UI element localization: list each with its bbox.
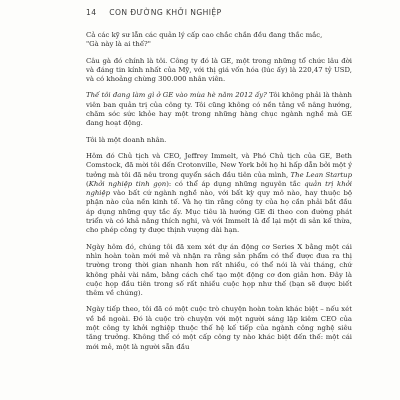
- paragraph-5-middle: ): có thể áp dụng những nguyên tắc: [166, 179, 305, 188]
- paragraph-4: Tôi là một doanh nhân.: [86, 135, 167, 144]
- running-title: CON ĐƯỜNG KHỞI NGHIỆP: [109, 8, 222, 17]
- paragraph-5: [86, 152, 352, 236]
- page-header: [86, 8, 222, 17]
- paragraph-2: Câu gà đó chính là tôi. Công ty đó là GE, một trong những tổ chức lâu đời và đáng tin kính nhất của Mỹ, với thị giá vốn hóa (lúc ấy) là 220,47 tỷ USD, và có khoảng chừng 300.000 nhân viên.: [86, 56, 352, 84]
- paragraph-5-paren: (: [86, 179, 89, 188]
- paragraph-5-end: vào bất cứ ngành nghề nào, với bất kỳ quy mô nào, hay thuộc bộ phận nào của nền kinh tế. Và họ tin rằng công ty của họ cần phải bắt đầu áp dụng những quy tắc ấy. Mục tiêu là hướng GE đi theo con đường phát triển và có khả năng thích nghi, và với Immelt là để lại một di sản kế thừa, cho phép công ty được thịnh vượng dài hạn.: [86, 189, 352, 235]
- paragraph-1-line-2: "Gà này là ai thế?": [86, 40, 151, 49]
- paragraph-3: [86, 91, 352, 128]
- startup-management-phrase: quản trị khởi nghiệp: [86, 179, 352, 198]
- paragraph-3-italic-question: Thế tôi đang làm gì ở GE vào mùa hè năm 2012 ấy?: [86, 91, 267, 100]
- paragraph-5-start: Hôm đó Chủ tịch và CEO, Jeffrey Immelt, và Phó Chủ tịch của GE, Beth Comstock, đã mời tôi đến Crotonville, New York bởi họ hi hấp dẫn bởi một ý tưởng mà tôi đã nêu trong quyển sách đầu tiên của mình,: [86, 151, 352, 179]
- page-number: 14: [86, 8, 97, 17]
- paragraph-7: Ngày tiếp theo, tôi đã có một cuộc trò chuyện hoàn toàn khác biệt – nếu xét về bề ngoài. Đó là cuộc trò chuyện với một người sáng lập kiêm CEO của một công ty khởi nghiệp thuộc thế hệ kế tiếp của ngành công nghệ siêu tăng trưởng. Không thể có một cấp công ty nào khác biệt đến thế: một cái mới mẻ, một là người sẵn đầu: [86, 305, 352, 351]
- paragraph-1: [86, 31, 352, 50]
- paragraph-1-line-1: Cả các kỹ sư lẫn các quản lý cấp cao chắc chắn đều đang thắc mắc,: [86, 31, 323, 39]
- book-title-english: The Lean Startup: [290, 170, 353, 179]
- paragraph-6: Ngày hôm đó, chúng tôi đã xem xét dự án động cơ Series X bằng một cái nhìn hoàn toàn mới mẻ và nhận ra rằng sản phẩm có thể được đưa ra thị trường trong thời gian nhanh hơn rất nhiều, có thể nói là vài tháng, chứ không phải vài năm, bằng cách chế tạo một động cơ đơn giản hơn. Đây là cuộc họp đầu tiên trong số rất nhiều cuộc họp như thế (bạn sẽ được biết thêm về chúng).: [86, 242, 352, 298]
- body-text: [86, 31, 352, 352]
- paragraph-3-rest: Tôi không phải là thành viên ban quản trị của công ty. Tôi cũng không có nền tảng về nâng hướng, chăm sóc sức khỏe hay một trong những hàng chục ngành nghề mà GE đang hoạt động.: [86, 91, 352, 128]
- book-title-vietnamese: Khởi nghiệp tinh gọn: [88, 179, 167, 188]
